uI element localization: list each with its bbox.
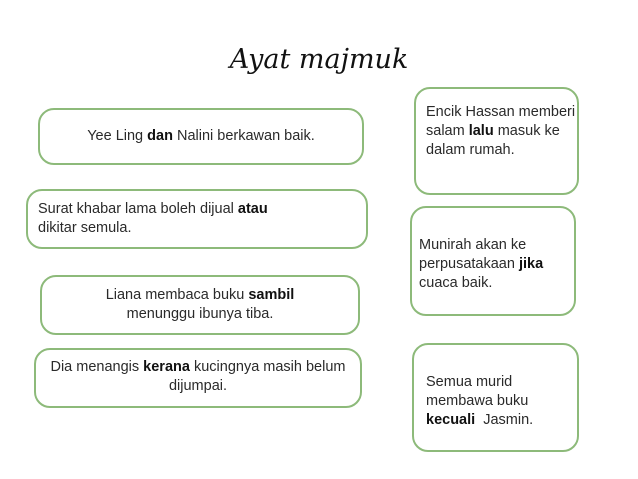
sentence-box-dan	[38, 108, 364, 165]
conjunction: lalu	[468, 123, 494, 139]
conjunction: kerana	[143, 359, 190, 375]
conjunction: kecuali	[426, 412, 476, 428]
sentence-box-jika	[410, 206, 576, 316]
conjunction: atau	[237, 201, 268, 217]
conjunction: dan	[147, 128, 173, 144]
sentence-text: Yee Ling dan Nalini berkawan baik.	[87, 128, 315, 144]
sentence-box-lalu	[414, 87, 579, 195]
sentence-box-atau	[26, 189, 368, 249]
sentence-text: Semua murid membawa buku kecuali Jasmin.	[426, 374, 534, 428]
sentence-box-kerana	[34, 348, 362, 408]
sentence-text: Liana membaca buku sambil menunggu ibunya tiba.	[105, 287, 295, 322]
sentence-text: Surat khabar lama boleh dijual atau dikitar semula.	[38, 201, 268, 236]
sentence-text: Munirah akan ke perpusatakaan jika cuaca baik.	[419, 237, 544, 291]
sentence-box-kecuali	[412, 343, 579, 452]
sentence-box-sambil	[40, 275, 360, 335]
page-title: Ayat majmuk	[229, 44, 409, 75]
conjunction: jika	[518, 256, 544, 272]
sentence-text: Encik Hassan memberi salam lalu masuk ke dalam rumah.	[426, 104, 576, 158]
sentence-text: Dia menangis kerana kucingnya masih belum dijumpai.	[50, 359, 346, 394]
conjunction: sambil	[248, 287, 295, 303]
